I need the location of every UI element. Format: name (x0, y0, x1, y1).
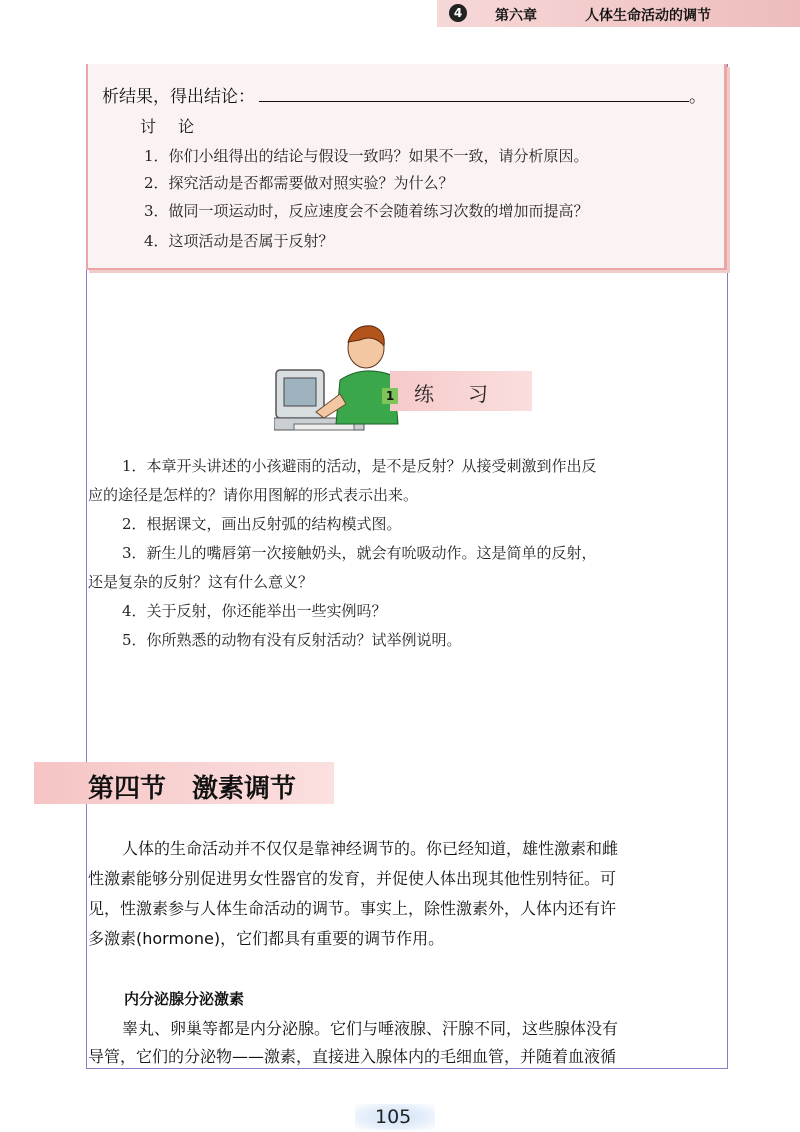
chapter-title: 人体生命活动的调节 (585, 8, 711, 24)
section-title: 第四节 激素调节 (88, 774, 297, 804)
exercise-title: 练习 (414, 382, 522, 406)
discussion-question: 2．探究活动是否都需要做对照实验？为什么？ (144, 174, 454, 192)
paragraph-line: 多激素(hormone)，它们都具有重要的调节作用。 (88, 929, 445, 948)
discussion-title: 讨论 (140, 117, 217, 136)
exercise-number-badge: 1 (382, 388, 398, 404)
paragraph-line: 人体的生命活动并不仅仅是靠神经调节的。你已经知道，雄性激素和雌 (122, 839, 619, 858)
discussion-question: 3．做同一项运动时，反应速度会不会随着练习次数的增加而提高？ (144, 202, 589, 220)
chapter-header (437, 0, 800, 27)
exercise-line: 1．本章开头讲述的小孩避雨的活动，是不是反射？从接受刺激到作出反 (122, 457, 597, 475)
paragraph-line: 导管，它们的分泌物——激素，直接进入腺体内的毛细血管，并随着血液循 (88, 1047, 617, 1066)
page-number: 105 (375, 1106, 412, 1128)
exercise-line: 应的途径是怎样的？请你用图解的形式表示出来。 (88, 486, 419, 504)
exercise-banner (390, 371, 532, 411)
conclusion-prompt: 析结果，得出结论： (102, 87, 255, 107)
discussion-question: 1．你们小组得出的结论与假设一致吗？如果不一致，请分析原因。 (144, 147, 589, 165)
exercise-line: 3．新生儿的嘴唇第一次接触奶头，就会有吮吸动作。这是简单的反射， (122, 544, 597, 562)
paragraph-line: 睾丸、卵巢等都是内分泌腺。它们与唾液腺、汗腺不同，这些腺体没有 (122, 1019, 619, 1038)
chapter-label: 第六章 (495, 8, 537, 24)
conclusion-blank (259, 85, 689, 102)
subheading: 内分泌腺分泌激素 (124, 990, 245, 1008)
paragraph-line: 见，性激素参与人体生命活动的调节。事实上，除性激素外，人体内还有许 (88, 899, 617, 918)
exercise-line: 还是复杂的反射？这有什么意义？ (88, 573, 314, 591)
exercise-line: 2．根据课文，画出反射弧的结构模式图。 (122, 515, 402, 533)
discussion-question: 4．这项活动是否属于反射？ (144, 232, 334, 250)
conclusion-end: 。 (689, 87, 706, 107)
conclusion-line (102, 82, 706, 107)
exercise-line: 5．你所熟悉的动物有没有反射活动？试举例说明。 (122, 631, 462, 649)
exercise-line: 4．关于反射，你还能举出一些实例吗？ (122, 602, 387, 620)
paragraph-line: 性激素能够分别促进男女性器官的发育，并促使人体出现其他性别特征。可 (88, 869, 617, 888)
chapter-number-badge: 4 (449, 4, 467, 22)
